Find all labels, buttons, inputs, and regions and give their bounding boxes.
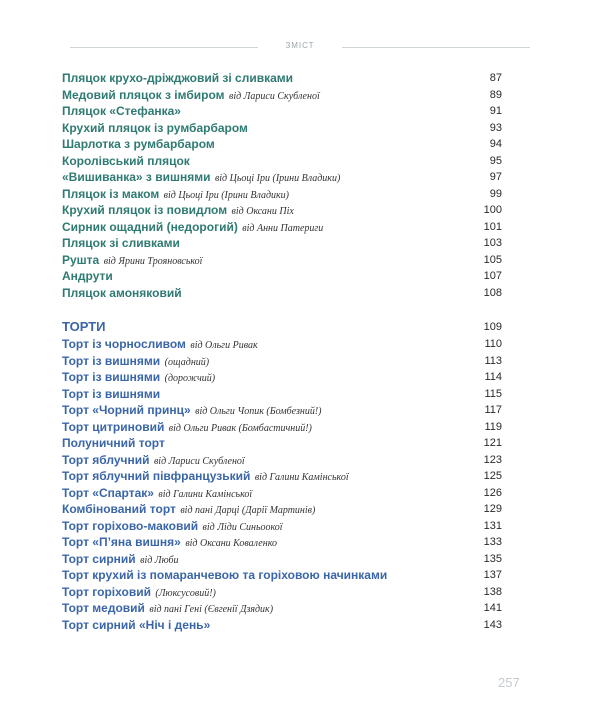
- toc-entry: [62, 120, 502, 137]
- toc-entry: [62, 617, 502, 634]
- entry-author: від Ольги Ривак (Бомбастичний!): [168, 422, 312, 434]
- entry-title: Полуничний торт: [62, 436, 165, 450]
- entry-title: Торт медовий: [62, 601, 145, 615]
- entry-title: Шарлотка з румбарбаром: [62, 137, 215, 151]
- toc-entry: [62, 235, 502, 252]
- entry-title: Андрути: [62, 269, 113, 283]
- entry-page-number: 93: [489, 121, 502, 134]
- entry-title: Медовий пляцок з імбиром: [62, 87, 225, 102]
- entry-title: Крухий пляцок із повидлом: [62, 203, 228, 217]
- toc-entry: [62, 584, 502, 601]
- entry-page-number: 108: [483, 286, 502, 299]
- entry-title: Пляцок із маком: [62, 186, 160, 201]
- entry-title: Пляцок амоняковий: [62, 285, 182, 300]
- entry-author: від Лариси Скубленої: [153, 455, 245, 467]
- entry-page-number: 143: [483, 618, 502, 631]
- entry-page-number: 87: [489, 72, 502, 84]
- entry-title: Торт горіхово-маковий: [62, 518, 199, 533]
- entry-author: від Галини Камінської: [158, 488, 253, 500]
- page-number: 257: [498, 675, 520, 690]
- entry-page-number: 119: [484, 420, 502, 433]
- header-rule-right: [342, 47, 530, 48]
- toc-entry: [62, 551, 502, 568]
- entry-author: від Ольги Ривак: [190, 340, 258, 351]
- entry-page-number: 91: [489, 105, 502, 117]
- entry-author: від Оксани Коваленко: [185, 538, 277, 549]
- toc-entry: [62, 501, 502, 518]
- entry-title: Рушта: [62, 252, 100, 267]
- toc-entries-cakes: [62, 336, 502, 633]
- toc-entry: [62, 169, 502, 186]
- toc-section-cakes: [62, 318, 502, 633]
- entry-page-number: 125: [483, 470, 502, 482]
- toc-entry: [62, 70, 502, 87]
- entry-title: Торт із чорносливом: [62, 337, 186, 351]
- toc-entry: [62, 534, 502, 551]
- entry-page-number: 97: [489, 171, 502, 183]
- entry-author: від Галини Камінської: [254, 472, 349, 483]
- toc-entry: [62, 518, 502, 535]
- toc-entry: [62, 153, 502, 170]
- section-heading-page: 109: [483, 321, 502, 333]
- toc-entry: [62, 103, 502, 120]
- entry-title: Торт яблучний півфранцузький: [62, 469, 251, 483]
- entry-title: Торт сирний: [62, 551, 136, 566]
- entry-title: Торт із вишнями: [62, 370, 161, 384]
- entry-page-number: 121: [483, 437, 502, 449]
- entry-title: Крухий пляцок із румбарбаром: [62, 120, 248, 135]
- entry-author: від Анни Патериги: [242, 222, 324, 234]
- entry-title: Торт «П’яна вишня»: [62, 535, 181, 549]
- entry-author: від Цьоці Іри (Ірини Владики): [214, 173, 341, 184]
- entry-page-number: 135: [483, 552, 502, 565]
- entry-title: Торт «Спартак»: [62, 485, 154, 500]
- entry-author: від пані Дарці (Дарії Мартинів): [180, 505, 316, 516]
- entry-author: від Цьоці Іри (Ірини Владики): [163, 189, 290, 201]
- entry-title: Торт яблучний: [62, 452, 150, 467]
- toc-entry: [62, 186, 502, 203]
- entry-author: від Ліди Синьоокої: [202, 521, 283, 533]
- toc-entry: [62, 336, 502, 353]
- entry-title: Пляцок крухо-дріжджовий зі сливками: [62, 71, 294, 85]
- entry-page-number: 113: [484, 354, 502, 367]
- entry-author: (ощадний): [164, 356, 210, 368]
- entry-page-number: 133: [483, 536, 502, 548]
- entry-page-number: 117: [484, 404, 502, 416]
- section-heading: [62, 318, 502, 336]
- entry-page-number: 99: [489, 187, 502, 200]
- toc-entry: [62, 600, 502, 617]
- entry-page-number: 103: [483, 237, 502, 249]
- toc-entry: [62, 252, 502, 269]
- entry-page-number: 131: [483, 519, 502, 532]
- entry-title: Пляцок зі сливками: [62, 236, 180, 250]
- entry-author: від Ярини Трояновської: [103, 255, 203, 267]
- entry-page-number: 101: [483, 220, 502, 233]
- entry-page-number: 126: [483, 486, 502, 499]
- entry-page-number: 105: [483, 253, 502, 266]
- entry-page-number: 95: [489, 154, 502, 167]
- entry-page-number: 141: [483, 602, 502, 614]
- entry-author: (дорожчий): [164, 373, 216, 384]
- toc-entry: [62, 452, 502, 469]
- toc-entry: [62, 402, 502, 419]
- entry-title: Торт із вишнями: [62, 353, 161, 368]
- entry-author: від Люби: [140, 554, 179, 566]
- entry-page-number: 138: [483, 585, 502, 598]
- toc-entry: [62, 136, 502, 153]
- toc-section-pastries: [62, 70, 502, 301]
- entry-page-number: 94: [489, 138, 502, 150]
- section-heading-title: ТОРТИ: [62, 319, 106, 334]
- toc-entry: [62, 485, 502, 502]
- entry-author: від Оксани Піх: [231, 206, 294, 217]
- entry-author: від Лариси Скубленої: [228, 90, 320, 102]
- toc-entry: [62, 468, 502, 485]
- running-header: [70, 41, 530, 53]
- entry-title: Торт цитриновий: [62, 419, 165, 434]
- entry-title: Торт горіховий: [62, 584, 151, 599]
- entry-author: (Люксусовий!): [155, 587, 216, 599]
- entry-title: Торт «Чорний принц»: [62, 403, 191, 417]
- entry-title: Королівський пляцок: [62, 153, 190, 168]
- entry-page-number: 107: [483, 270, 502, 282]
- toc-entry: [62, 567, 502, 584]
- entry-author: від пані Гені (Євгенії Дзядик): [149, 604, 274, 615]
- toc-entry: [62, 268, 502, 285]
- entry-title: Комбінований торт: [62, 502, 176, 516]
- header-label: ЗМІСТ: [285, 41, 315, 50]
- entry-title: «Вишиванка» з вишнями: [62, 170, 211, 184]
- entry-page-number: 89: [489, 88, 502, 101]
- entry-page-number: 123: [483, 453, 502, 466]
- entry-author: від Ольги Чопик (Бомбезний!): [195, 406, 322, 417]
- header-rule-left: [70, 47, 258, 48]
- entry-page-number: 115: [484, 387, 502, 400]
- toc-entry: [62, 369, 502, 386]
- entry-page-number: 137: [483, 569, 502, 581]
- toc-entry: [62, 87, 502, 104]
- toc-entry: [62, 386, 502, 403]
- entry-page-number: 129: [483, 503, 502, 515]
- toc-entry: [62, 202, 502, 219]
- entry-title: Торт із вишнями: [62, 386, 161, 401]
- entry-page-number: 100: [483, 204, 502, 216]
- entry-page-number: 110: [484, 338, 502, 350]
- entry-page-number: 114: [484, 371, 502, 383]
- toc-entry: [62, 419, 502, 436]
- toc-entry: [62, 353, 502, 370]
- toc-entry: [62, 285, 502, 302]
- entry-title: Пляцок «Стефанка»: [62, 104, 181, 118]
- toc-entry: [62, 219, 502, 236]
- entry-title: Торт крухий із помаранчевою та горіховою начинками: [62, 568, 388, 582]
- entry-title: Торт сирний «Ніч і день»: [62, 617, 211, 632]
- entry-title: Сирник ощадний (недорогий): [62, 219, 238, 234]
- toc-entry: [62, 435, 502, 452]
